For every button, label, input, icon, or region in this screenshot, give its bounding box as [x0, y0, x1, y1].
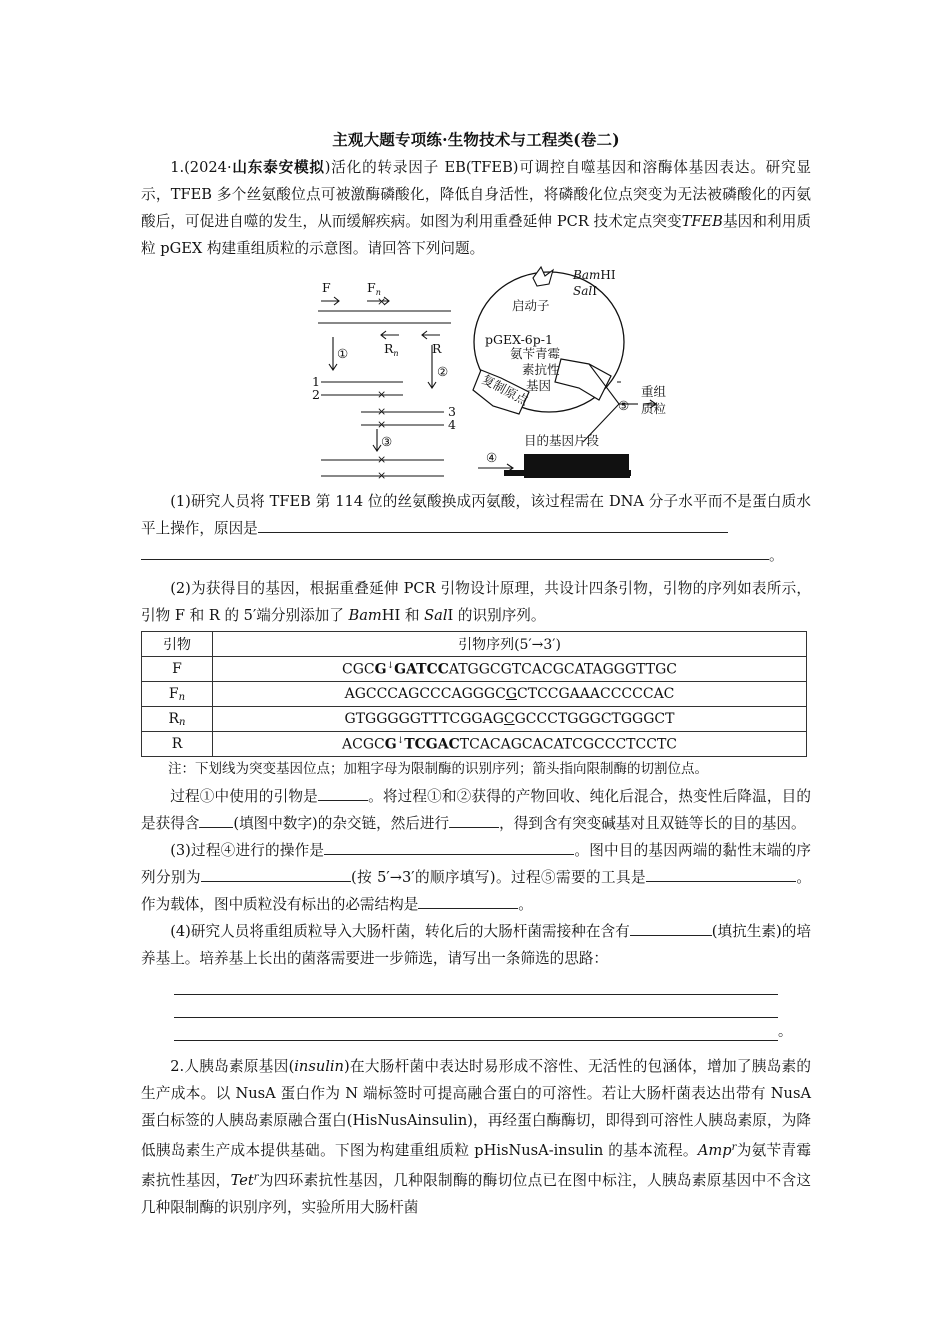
ori-label: 复制原点 — [479, 371, 531, 409]
primer-sequence: AGCCCAGCCCAGGGCGCTCCGAAACCCCCAC — [213, 682, 807, 707]
table-note: 注：下划线为突变基因位点；加粗字母为限制酶的识别序列；箭头指向限制酶的切割位点。 — [168, 761, 708, 777]
table-row — [142, 732, 807, 757]
svg-text:×: × — [377, 405, 387, 418]
amp-gene-label-3: 基因 — [526, 378, 552, 393]
step2-label: ② — [437, 364, 449, 379]
recombinant-label-2: 质粒 — [641, 401, 667, 416]
step3-label: ③ — [381, 434, 393, 449]
answer-blank[interactable] — [141, 543, 769, 560]
target-gene-fragment — [504, 454, 631, 478]
table-row — [142, 682, 807, 707]
table-row — [142, 707, 807, 732]
primer-table — [141, 631, 807, 757]
answer-blank[interactable] — [706, 865, 796, 882]
promoter-label: 启动子 — [512, 298, 550, 313]
primer-f-label: F — [322, 280, 331, 295]
page-title: 主观大题专项练·生物技术与工程类(卷二) — [332, 130, 620, 149]
col-sequence-header: 引物序列(5′→3′) — [213, 632, 807, 657]
pcr-plasmid-diagram — [141, 264, 811, 484]
strand4-label: 4 — [448, 417, 456, 432]
svg-text:×: × — [377, 469, 387, 482]
answer-blank[interactable] — [199, 811, 233, 828]
answer-blank[interactable] — [646, 865, 706, 882]
q2-text: 2.人胰岛素原基因(insulin)在大肠杆菌中表达时易形成不溶性、无活性的包涵体，增加了胰岛素的生产成本。以 NusA 蛋白作为 N 端标签时可提高融合蛋白的可溶性。若让大肠杆菌表达出带有 NusA 蛋白标签的人胰岛素原融合蛋白(HisNusAinsulin)，再经蛋白酶酶切，即得到可溶性人胰岛素原，为降低胰岛素生产成本提供基础。下图为构建重组质粒 pHisNusA-insulin 的基本流程。Amp$^r$为氨苄青霉素抗性基因，Tet$^r$为四环素抗性基因，几种限制酶的酶切位点已在图中标注，人胰岛素原基因中不含这几种限制酶的识别序列，实验所用大肠杆菌 — [141, 1058, 811, 1216]
strand2-label: 2 — [312, 387, 320, 402]
primer-name: F — [142, 657, 213, 682]
q1-intro: 1.(2024·山东泰安模拟)活化的转录因子 EB(TFEB)可调控自噬基因和溶酶体基因表达。研究显示，TFEB 多个丝氨酸位点可被激酶磷酸化，降低自身活性，将磷酸化位点突变为无法被磷酸化的丙氨酸后，可促进自噬的发生，从而缓解疾病。如图为利用重叠延伸 PCR 技术定点突变TFEB基因和利用质粒 pGEX 构建重组质粒的示意图。请回答下列问题。 — [141, 159, 811, 257]
answer-blank[interactable] — [449, 811, 499, 828]
step4-label: ④ — [486, 450, 498, 465]
answer-blank[interactable] — [258, 516, 728, 533]
primer-fn-label: $F_n$ — [367, 280, 381, 297]
primer-r-label: R — [432, 341, 442, 356]
q1-part2: (2)为获得目的基因，根据重叠延伸 PCR 引物设计原理，共设计四条引物，引物的序列如表所示，引物 F 和 R 的 5′端分别添加了 BamHⅠ 和 SalⅠ 的识别序列。 — [141, 580, 811, 624]
strand3-label: 3 — [448, 404, 456, 419]
col-primer-header: 引物 — [142, 632, 213, 657]
q1-part1-line2: 。 — [141, 542, 811, 569]
amp-gene-label-2: 素抗性 — [522, 362, 560, 377]
primer-name: $F_n$ — [142, 682, 213, 707]
document-page: 主观大题专项练·生物技术与工程类(卷二) 1.(2024·山东泰安模拟)活化的转录因子 EB(TFEB)可调控自噬基因和溶酶体基因表达。研究显示，TFEB 多个丝氨酸位点可被激酶磷酸化，降低自身活性，将磷酸化位点突变为无法被磷酸化的丙氨酸后，可促进自噬的发生，从而缓解疾病。如图为利用重叠延伸 PCR 技术定点突变TFEB基因和利用质粒 pGEX 构建重组质粒的示意图。请回答下列问题。 × × × × × × F $F_n$ $R_n$ R ① ② ③ ④ 1 2 3 4 BamHⅠ SalⅠ 启动子 pGEX-6p-1 氨苄青霉 素抗性 基因 复制原点 ⑤ 重组 质粒 目的基因片段 (1)研究人员将 TFEB 第 114 位的丝氨酸换成丙氨酸，该过程需在 DNA 分子水平而不是蛋白质水平上操作，原因是 。 (2)为获得目的基因，根据重叠延伸 PCR 引物设计原理，共设计四条引物，引物的序列如表所示，引物 F 和 R 的 5′端分别添加了 BamHⅠ 和 SalⅠ 的识别序列。 引物 引物序列(5′→3′) F CGCG↓GATCCATGGCGTCACGCATAGGGTTGC $F_n$ AGCCCAGCCCAGGGCGCTCCGAAACCCCCAC $R_n$ GTGGGGGTTTCGGAGCGCCCTGGGCTGGGCT R ACGCG↓TCGACTCACAGCACATCGCCCTCCTC 注：下划线为突变基因位点；加粗字母为限制酶的识别序列；箭头指向限制酶的切割位点。 过程①中使用的引物是 。将过程①和②获得的产物回收、纯化后混合，热变性后降温，目的是获得含 (填图中数字)的杂交链，然后进行 ，得到含有突变碱基对且双链等长的目的基因。 (3)过程④进行的操作是 。图中目的基因两端的黏性末端的序列分别为 (按 5′→3′的顺序填写)。过程⑤需要的工具是 。作为载体，图中质粒没有标出的必需结构是 。 (4)研究人员将重组质粒导入大肠杆菌，转化后的大肠杆菌需接种在含有 (填抗生素)的培养基上。培养基上长出的菌落需要进一步筛选，请写出一条筛选的思路： 。 2.人胰岛素原基因(insulin)在大肠杆菌中表达时易形成不溶性、无活性的包涵体，增加了胰岛素的生产成本。以 NusA 蛋白作为 N 端标签时可提高融合蛋白的可溶性。若让大肠杆菌表达出带有 NusA 蛋白标签的人胰岛素原融合蛋白(HisNusAinsulin)，再经蛋白酶酶切，即得到可溶性人胰岛素原，为降低胰岛素生产成本提供基础。下图为构建重组质粒 pHisNusA-insulin 的基本流程。Amp$^r$为氨苄青霉素抗性基因，Tet$^r$为四环素抗性基因，几种限制酶的酶切位点已在图中标注，人胰岛素原基因中不含这几种限制酶的识别序列，实验所用大肠杆菌 — [141, 120, 811, 1221]
answer-blank[interactable] — [324, 838, 574, 855]
q1-part4: (4)研究人员将重组质粒导入大肠杆菌，转化后的大肠杆菌需接种在含有 (填抗生素)的培养基上。培养基上长出的菌落需要进一步筛选，请写出一条筛选的思路： — [141, 918, 811, 972]
recombinant-label-1: 重组 — [641, 384, 667, 399]
q1-figure — [141, 264, 811, 484]
target-gene-label: 目的基因片段 — [524, 433, 600, 448]
strand1-label: 1 — [312, 374, 320, 389]
q1-part1: (1)研究人员将 TFEB 第 114 位的丝氨酸换成丙氨酸，该过程需在 DNA 分子水平而不是蛋白质水平上操作，原因是 — [141, 493, 811, 537]
bamhi-site-label: BamHⅠ — [573, 268, 616, 282]
step5-label: ⑤ — [618, 398, 630, 413]
primer-sequence: GTGGGGGTTTCGGAGCGCCCTGGGCTGGGCT — [213, 707, 807, 732]
step1-label: ① — [337, 346, 349, 361]
primer-sequence: CGCG↓GATCCATGGCGTCACGCATAGGGTTGC — [213, 657, 807, 682]
primer-name: R — [142, 732, 213, 757]
answer-line[interactable] — [174, 995, 778, 1018]
q1-source: 山东泰安模拟 — [231, 159, 325, 176]
plasmid-name-label: pGEX-6p-1 — [485, 332, 553, 347]
svg-text:×: × — [377, 388, 387, 401]
answer-line[interactable] — [174, 1018, 778, 1041]
table-header-row — [142, 632, 807, 657]
amp-gene-label-1: 氨苄青霉 — [510, 346, 561, 361]
q1-part2-questions: 过程①中使用的引物是 。将过程①和②获得的产物回收、纯化后混合，热变性后降温，目的是获得含 (填图中数字)的杂交链，然后进行 ，得到含有突变碱基对且双链等长的目的基因。 — [141, 783, 811, 837]
primer-sequence: ACGCG↓TCGACTCACAGCACATCGCCCTCCTC — [213, 732, 807, 757]
q1-part3: (3)过程④进行的操作是 。图中目的基因两端的黏性末端的序列分别为 (按 5′→3′的顺序填写)。过程⑤需要的工具是 。作为载体，图中质粒没有标出的必需结构是 。 — [141, 837, 811, 918]
answer-blank[interactable] — [630, 919, 712, 936]
primer-name: $R_n$ — [142, 707, 213, 732]
answer-blank[interactable] — [201, 865, 351, 882]
table-row — [142, 657, 807, 682]
svg-text:×: × — [377, 418, 387, 431]
svg-text:×: × — [377, 453, 387, 466]
primer-rn-label: $R_n$ — [384, 341, 399, 358]
sali-site-label: SalⅠ — [573, 284, 597, 298]
answer-blank[interactable] — [418, 892, 518, 909]
svg-text:×: × — [377, 295, 387, 308]
answer-line[interactable] — [174, 972, 778, 995]
answer-blank[interactable] — [318, 784, 368, 801]
plasmid — [473, 267, 656, 442]
